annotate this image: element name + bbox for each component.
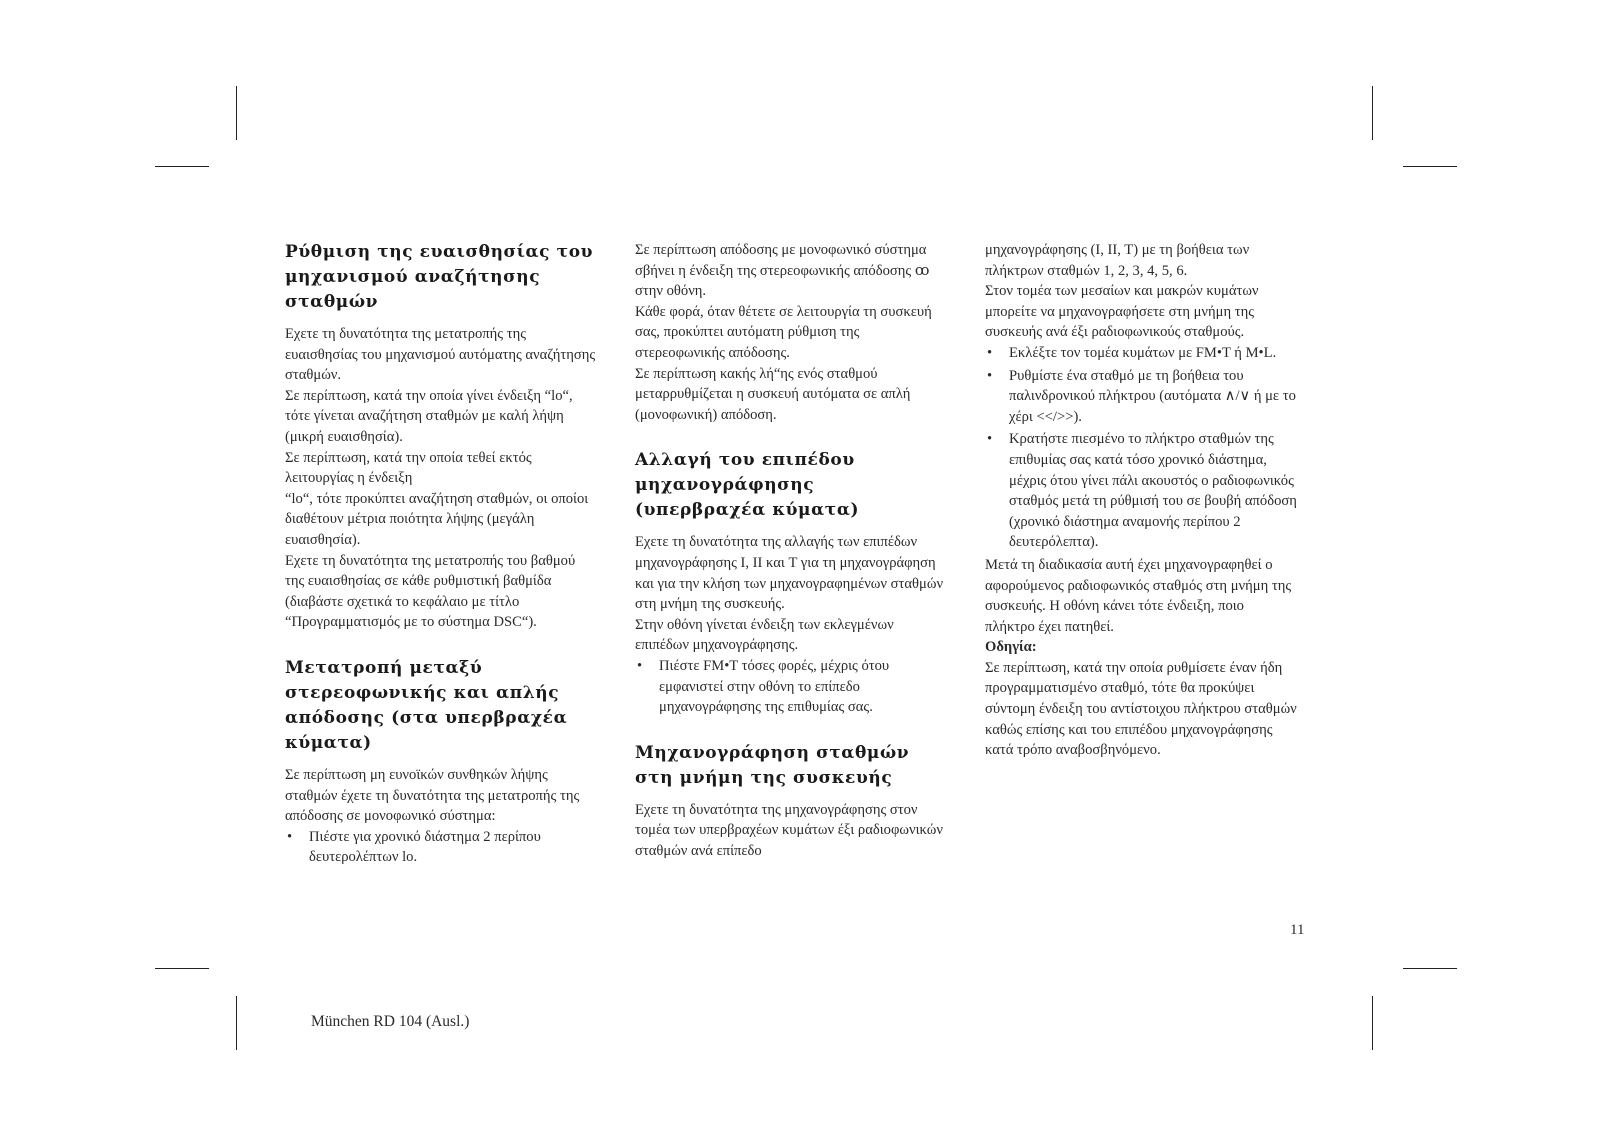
paragraph: Στην οθόνη γίνεται ένδειξη των εκλεγμένων επιπέδων μηχανογράφησης. <box>635 616 894 654</box>
bullet-list <box>635 656 947 718</box>
column-2 <box>635 240 947 861</box>
paragraph: Σε περίπτωση κακής λή“ης ενός σταθμού μεταρρυθμίζεται η συσκευή αυτόματα σε απλή (μονοφωνική) απόδοση. <box>635 365 911 423</box>
paragraph: Κάθε φορά, όταν θέτετε σε λειτουργία τη συσκευή σας, προκύπτει αυτόματη ρύθμιση της στερεοφωνικής απόδοσης. <box>635 303 932 361</box>
column-3 <box>985 240 1297 761</box>
section-heading-sensitivity: Ρύθμιση της ευαισθησίας του μηχανισμού αναζήτησης σταθμών <box>285 242 594 312</box>
bullet-list <box>985 343 1297 553</box>
list-item: • Κρατήστε πιεσμένο το πλήκτρο σταθμών της επιθυμίας σας κατά τόσο χρονικό διάστημα, μέχρις ότου γίνει πάλι ακουστός ο ραδιοφωνικός σταθμός μετά τη ρύθμισή του σε βουβή απόδοση (χρονικό διάστημα αναμονής περίπου 2 δευτερόλεπτα). <box>985 429 1297 553</box>
paragraph: Σε περίπτωση, κατά την οποία ρυθμίσετε έναν ήδη προγραμματισμένο σταθμό, τότε θα προκύψει σύντομη ένδειξη του αντίστοιχου πλήκτρου σταθμών καθώς επίσης και του επιπέδου μηχανογράφησης κατά τρόπο αναβοσβηνόμενο. <box>985 659 1297 759</box>
section-heading-memory-level: Αλλαγή του επιπέδου μηχανογράφησης (υπερβραχέα κύματα) <box>635 450 860 521</box>
paragraph: Εχετε τη δυνατότητα της μηχανογράφησης στον τομέα των υπερβραχέων κυμάτων έξι ραδιοφωνικών σταθμών ανά επίπεδο <box>635 801 943 859</box>
crop-mark-top-left-horizontal <box>155 166 209 167</box>
note-label: Οδηγία: <box>985 639 1037 656</box>
paragraph: “lo“, τότε προκύπτει αναζήτηση σταθμών, οι οποίοι διαθέτουν μέτρια ποιότητα λήψης (μεγάλη ευαισθησία). <box>285 490 589 548</box>
paragraph: Σε περίπτωση, κατά την οποία τεθεί εκτός λειτουργίας η ένδειξη <box>285 449 532 487</box>
paragraph: Στον τομέα των μεσαίων και μακρών κυμάτων μπορείτε να μηχανογραφήσετε στη μνήμη της συσκευής ανά έξι ραδιοφωνικούς σταθμούς. <box>985 283 1259 341</box>
paragraph: Σε περίπτωση απόδοσης με μονοφωνικό σύστημα σβήνει η ένδειξη της στερεοφωνικής απόδοσης ꝏ στην οθόνη. <box>635 242 930 300</box>
list-item: • Πιέστε FM•T τόσες φορές, μέχρις ότου εμφανιστεί στην οθόνη το επίπεδο μηχανογράφησης της επιθυμίας σας. <box>635 656 947 718</box>
paragraph: Εχετε τη δυνατότητα της μετατροπής της ευαισθησίας του μηχανισμού αυτόματης αναζήτησης σταθμών. <box>285 326 596 384</box>
paragraph: Σε περίπτωση μη ευνοϊκών συνθηκών λήψης σταθμών έχετε τη δυνατότητα της μετατροπής της απόδοσης σε μονοφωνικό σύστημα: <box>285 766 580 825</box>
column-1 <box>285 240 597 870</box>
paragraph: Μετά τη διαδικασία αυτή έχει μηχανογραφηθεί ο αφορούμενος ραδιοφωνικός σταθμός στη μνήμη της συσκευής. Η οθόνη κάνει τότε ένδειξη, ποιο πλήκτρο έχει πατηθεί. <box>985 556 1292 635</box>
crop-mark-bottom-right-vertical <box>1372 996 1373 1050</box>
list-item: • Πιέστε για χρονικό διάστημα 2 περίπου δευτερολέπτων lo. <box>285 827 597 868</box>
crop-mark-top-left-vertical <box>236 86 237 140</box>
paragraph: Σε περίπτωση, κατά την οποία γίνει ένδειξη “lo“, τότε γίνεται αναζήτηση σταθμών με καλή λήψη (μικρή ευαισθησία). <box>285 387 573 445</box>
crop-mark-top-right-horizontal <box>1403 166 1457 167</box>
list-item: • Εκλέξτε τον τομέα κυμάτων με FM•T ή M•L. <box>985 343 1297 364</box>
section-heading-station-memory: Μηχανογράφηση σταθμών στη μνήμη της συσκευής <box>635 742 910 788</box>
list-item: • Ρυθμίστε ένα σταθμό με τη βοήθεια του παλινδρονικού πλήκτρου (αυτόματα ∧/∨ ή με το χέρι <</>>). <box>985 366 1297 428</box>
section-heading-stereo-mono: Μετατροπή μεταξύ στερεοφωνικής και απλής απόδοσης (στα υπερβραχέα κύματα) <box>285 657 568 753</box>
crop-mark-bottom-right-horizontal <box>1403 968 1457 969</box>
paragraph: μηχανογράφησης (I, II, T) με τη βοήθεια των πλήκτρων σταθμών 1, 2, 3, 4, 5, 6. <box>985 242 1250 279</box>
page-number: 11 <box>1290 922 1305 938</box>
footer-text: München RD 104 (Ausl.) <box>311 1013 470 1030</box>
paragraph: Εχετε τη δυνατότητα της αλλαγής των επιπέδων μηχανογράφησης I, II και T για τη μηχανογράφηση και για την κλήση των μηχανογραφημένων σταθμών στη μνήμη της συσκευής. <box>635 534 944 613</box>
crop-mark-top-right-vertical <box>1372 86 1373 140</box>
crop-mark-bottom-left-vertical <box>236 996 237 1050</box>
crop-mark-bottom-left-horizontal <box>155 968 209 969</box>
bullet-list <box>285 827 597 868</box>
paragraph: Εχετε τη δυνατότητα της μετατροπής του βαθμού της ευαισθησίας σε κάθε ρυθμιστική βαθμίδα (διαβάστε σχετικά το κεφάλαιο με τίτλο “Προγραμματισμός με το σύστημα DSC“). <box>285 552 576 631</box>
